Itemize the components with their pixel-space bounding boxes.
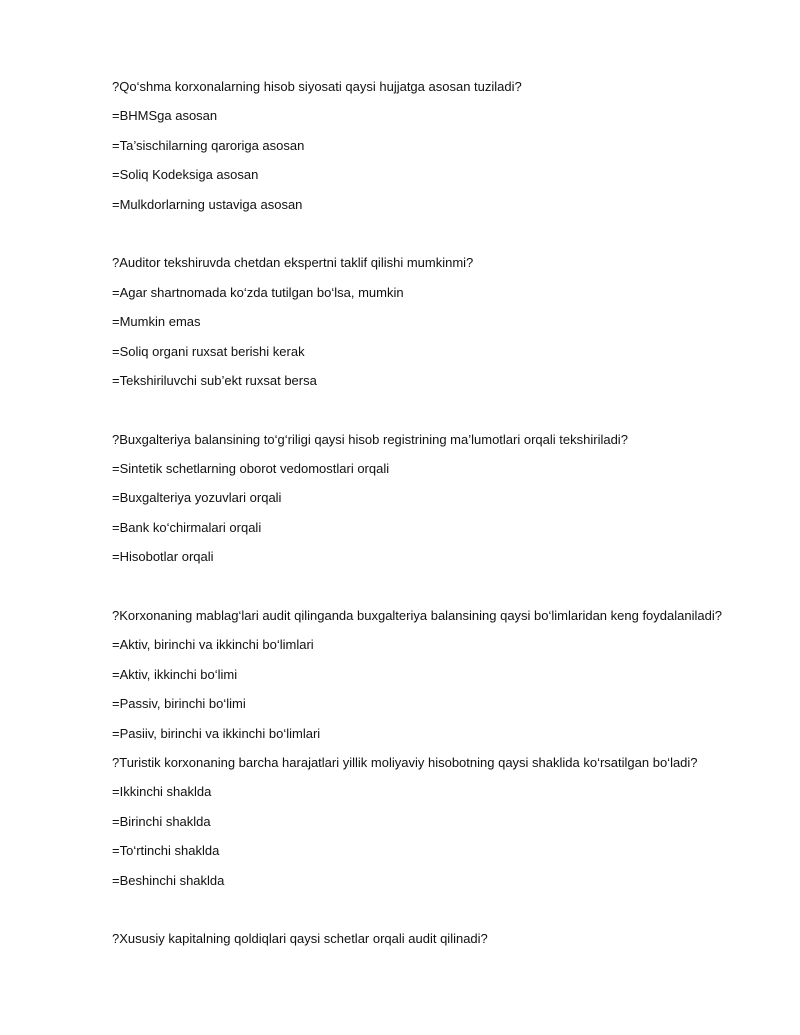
answer-option: =Aktiv, birinchi va ikkinchi bo‘limlari (112, 637, 314, 653)
answer-option: =Birinchi shaklda (112, 813, 211, 829)
answer-option: =Soliq organi ruxsat berishi kerak (112, 343, 305, 359)
answer-option: =Soliq Kodeksiga asosan (112, 167, 259, 183)
answer-option: =Bank ko‘chirmalari orqali (112, 519, 262, 535)
blank-line (112, 895, 772, 924)
blank-line (112, 572, 772, 601)
document-page (112, 72, 772, 954)
answer-option: =Ikkinchi shaklda (112, 784, 212, 800)
answer-option: =Hisobotlar orqali (112, 549, 214, 565)
answer-option: =To‘rtinchi shaklda (112, 843, 220, 859)
answer-option: =Sintetik schetlarning oborot vedomostlari orqali (112, 461, 390, 477)
answer-option: =Tekshiriluvchi sub’ekt ruxsat bersa (112, 372, 317, 388)
answer-option: =Beshinchi shaklda (112, 872, 225, 888)
question-1: ?Qo‘shma korxonalarning hisob siyosati qaysi hujjatga asosan tuziladi? (112, 79, 522, 94)
question-5: ?Turistik korxonaning barcha harajatlari yillik moliyaviy hisobotning qaysi shaklida ko‘rsatilgan bo‘ladi? (112, 754, 698, 770)
answer-option: =Pasiiv, birinchi va ikkinchi bo‘limlari (112, 725, 321, 741)
blank-line (112, 395, 772, 424)
question-6: ?Xususiy kapitalning qoldiqlari qaysi schetlar orqali audit qilinadi? (112, 931, 488, 947)
answer-option: =Passiv, birinchi bo‘limi (112, 696, 246, 712)
question-4: ?Korxonaning mablag‘lari audit qilinganda buxgalteriya balansining qaysi bo‘limlaridan keng foydalaniladi? (112, 608, 722, 624)
answer-option: =Ta’sischilarning qaroriga asosan (112, 137, 305, 153)
answer-option: =Aktiv, ikkinchi bo‘limi (112, 666, 238, 682)
question-3: ?Buxgalteriya balansining to‘g‘riligi qaysi hisob registrining ma’lumotlari orqali tekshiriladi? (112, 431, 628, 447)
blank-line (112, 219, 772, 248)
answer-option: =BHMSga asosan (112, 108, 218, 124)
answer-option: =Agar shartnomada ko‘zda tutilgan bo‘lsa, mumkin (112, 284, 404, 300)
answer-option: =Mumkin emas (112, 314, 201, 330)
question-2: ?Auditor tekshiruvda chetdan ekspertni taklif qilishi mumkinmi? (112, 255, 474, 271)
answer-option: =Buxgalteriya yozuvlari orqali (112, 490, 282, 506)
answer-option: =Mulkdorlarning ustaviga asosan (112, 196, 303, 212)
